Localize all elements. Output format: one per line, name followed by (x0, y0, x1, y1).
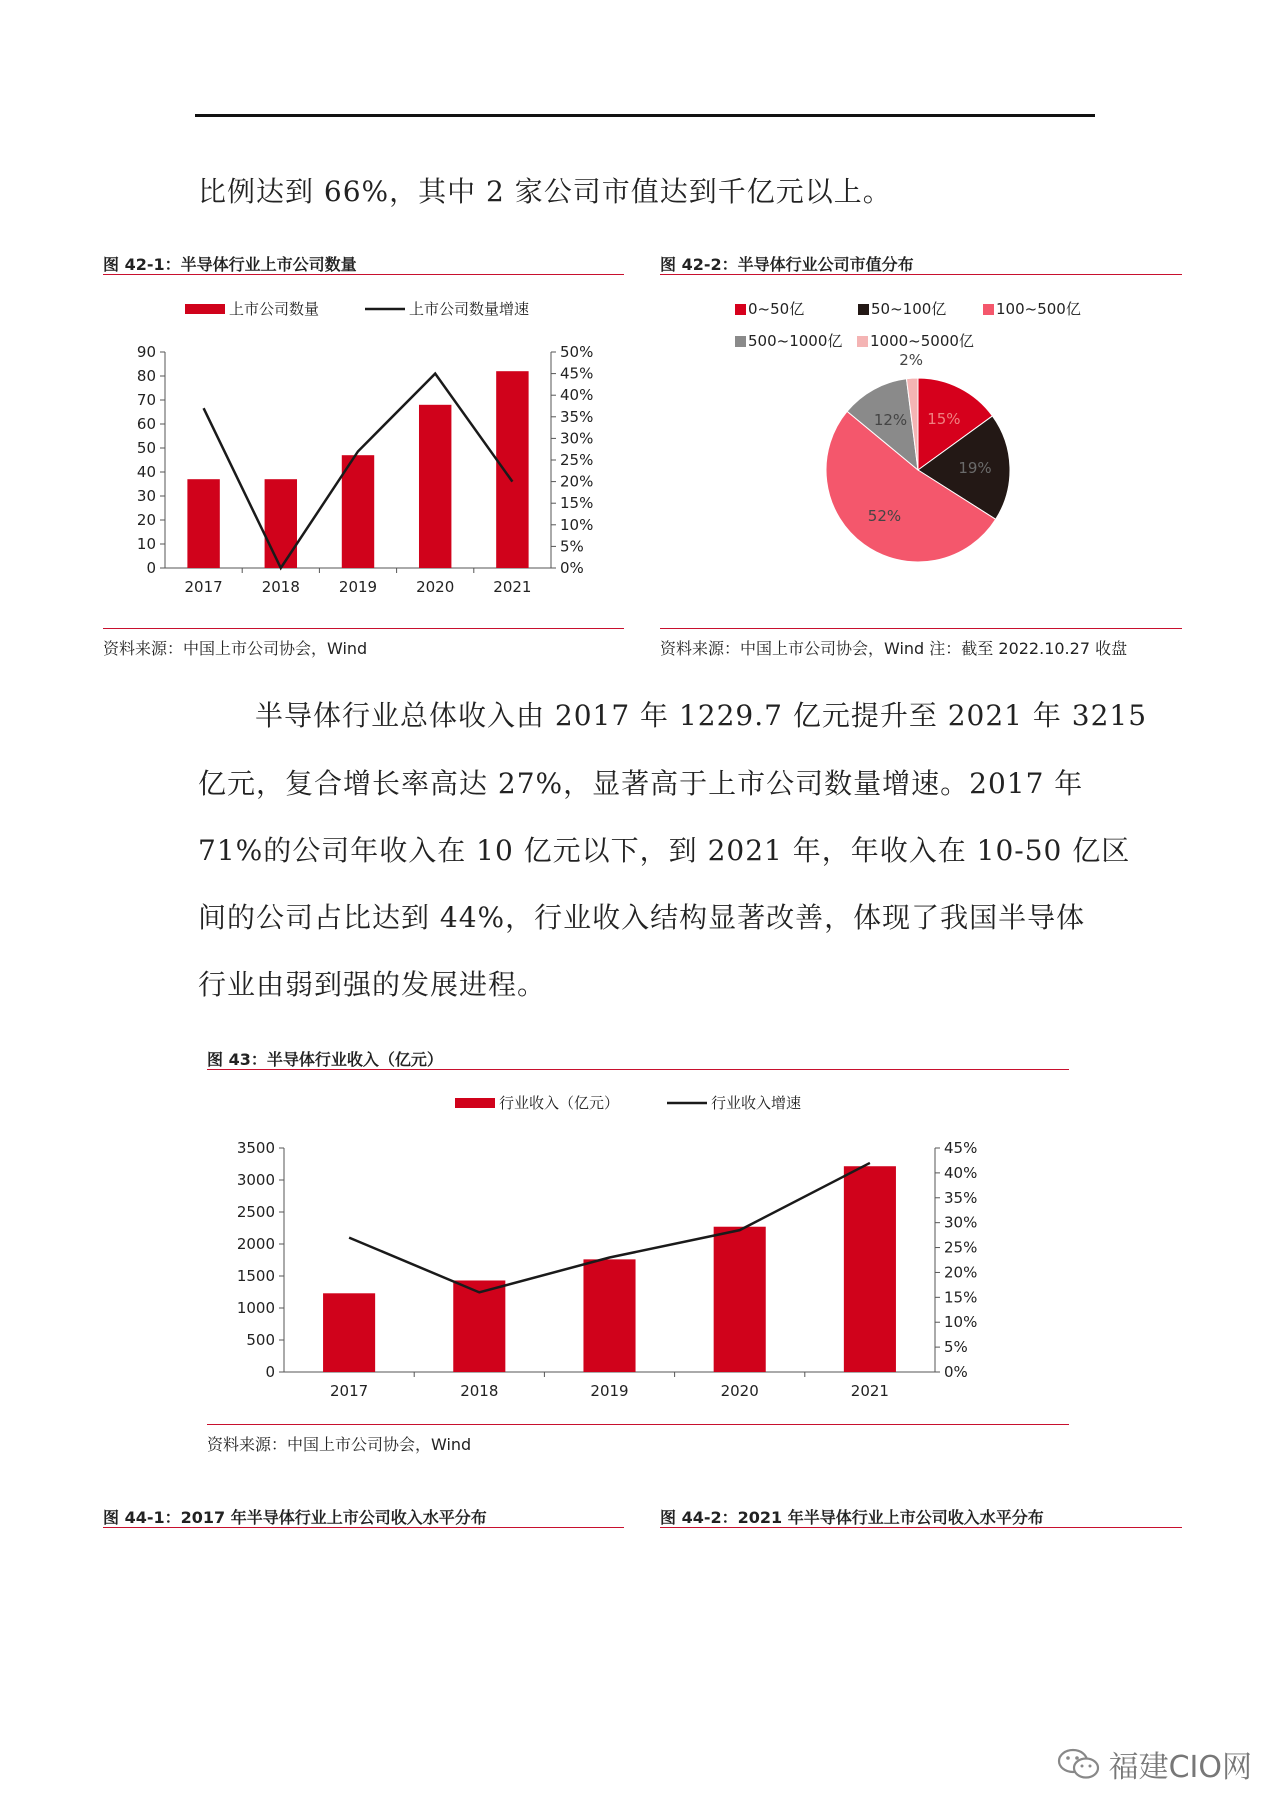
para2-line-3: 71%的公司年收入在 10 亿元以下，到 2021 年，年收入在 10-50 亿区 (198, 834, 1131, 867)
y-right-tick-label: 45% (944, 1139, 978, 1157)
x-tick-label: 2018 (261, 578, 300, 596)
x-tick-label: 2019 (590, 1382, 629, 1400)
para2-line-1: 半导体行业总体收入由 2017 年 1229.7 亿元提升至 2021 年 3215 (255, 699, 1148, 732)
para2-line-2: 亿元，复合增长率高达 27%，显著高于上市公司数量增速。2017 年 (198, 767, 1084, 800)
legend-swatch-3 (735, 336, 746, 347)
legend-label: 1000~5000亿 (870, 332, 974, 350)
bar-2018 (265, 479, 297, 568)
fig42-2-source: 资料来源：中国上市公司协会，Wind 注：截至 2022.10.27 收盘 (660, 639, 1128, 658)
y-left-tick-label: 10 (136, 535, 156, 553)
y-right-tick-label: 25% (560, 451, 594, 469)
fig42-1-title: 图 42-1：半导体行业上市公司数量 (103, 255, 357, 274)
y-right-tick-label: 35% (560, 407, 594, 426)
legend-swatch-0 (735, 304, 746, 315)
y-left-tick-label: 500 (246, 1331, 275, 1349)
y-right-tick-label: 30% (560, 429, 594, 448)
fig43-chart (207, 1082, 1069, 1417)
y-right-tick-label: 25% (944, 1238, 978, 1257)
fig43-title: 图 43：半导体行业收入（亿元） (207, 1050, 443, 1069)
bar-2017 (187, 479, 219, 568)
fig42-2-chart (660, 290, 1182, 620)
y-left-tick-label: 3000 (236, 1171, 275, 1189)
fig44-2-title: 图 44-2：2021 年半导体行业上市公司收入水平分布 (660, 1508, 1044, 1527)
x-tick-label: 2021 (493, 578, 532, 596)
pie-label-2: 52% (867, 507, 902, 526)
pie-label-1: 19% (958, 459, 992, 478)
bar-2020 (714, 1227, 766, 1372)
y-right-tick-label: 5% (560, 537, 584, 556)
y-left-tick-label: 2000 (236, 1235, 275, 1253)
watermark-text: 福建CIO网 (1108, 1750, 1252, 1785)
y-right-tick-label: 40% (944, 1163, 978, 1182)
header-rule (195, 114, 1095, 117)
bar-2018 (453, 1280, 505, 1372)
y-left-tick-label: 20 (136, 511, 156, 529)
y-right-tick-label: 20% (560, 472, 594, 491)
bar-2019 (583, 1259, 635, 1372)
fig42-1-top-rule (103, 274, 624, 275)
y-left-tick-label: 40 (136, 463, 156, 481)
fig43-source: 资料来源：中国上市公司协会，Wind (207, 1435, 472, 1454)
y-right-tick-label: 45% (560, 364, 594, 383)
legend-line-label: 上市公司数量增速 (409, 300, 530, 318)
y-left-tick-label: 80 (136, 367, 156, 385)
y-left-tick-label: 30 (136, 487, 156, 505)
fig43-bottom-rule (207, 1424, 1069, 1425)
x-tick-label: 2017 (330, 1382, 369, 1400)
legend-label: 50~100亿 (871, 300, 947, 318)
x-tick-label: 2020 (416, 578, 455, 596)
y-right-tick-label: 5% (944, 1338, 968, 1357)
legend-swatch-1 (858, 304, 869, 315)
y-left-tick-label: 3500 (236, 1139, 275, 1157)
y-left-tick-label: 1000 (236, 1299, 275, 1317)
legend-bar-swatch (185, 304, 225, 314)
fig44-2-top-rule (660, 1527, 1182, 1528)
y-right-tick-label: 50% (560, 343, 594, 361)
y-right-tick-label: 0% (560, 559, 584, 577)
y-left-tick-label: 60 (136, 415, 156, 433)
y-right-tick-label: 15% (560, 494, 594, 513)
fig42-1-source: 资料来源：中国上市公司协会，Wind (103, 639, 368, 658)
legend-swatch-2 (983, 304, 994, 315)
fig42-2-title: 图 42-2：半导体行业公司市值分布 (660, 255, 914, 274)
y-left-tick-label: 70 (136, 391, 156, 409)
y-left-tick-label: 0 (265, 1363, 275, 1381)
y-left-tick-label: 1500 (236, 1267, 275, 1285)
y-right-tick-label: 30% (944, 1213, 978, 1232)
y-right-tick-label: 10% (560, 515, 594, 534)
y-right-tick-label: 35% (944, 1188, 978, 1207)
fig44-1-top-rule (103, 1527, 624, 1528)
y-right-tick-label: 15% (944, 1288, 978, 1307)
legend-line-label: 行业收入增速 (711, 1094, 802, 1112)
wechat-icon (1057, 1747, 1101, 1781)
x-tick-label: 2018 (460, 1382, 499, 1400)
bar-2017 (323, 1293, 375, 1372)
x-tick-label: 2019 (338, 578, 378, 596)
y-left-tick-label: 90 (136, 343, 156, 361)
x-tick-label: 2020 (720, 1382, 759, 1400)
watermark (1057, 1742, 1252, 1786)
fig42-1-chart (103, 290, 624, 620)
pie-label-4: 2% (899, 351, 923, 370)
y-right-tick-label: 40% (560, 386, 594, 405)
x-tick-label: 2021 (850, 1382, 889, 1400)
fig42-2-bottom-rule (660, 628, 1182, 629)
bar-2021 (844, 1166, 896, 1372)
pie-label-0: 15% (927, 410, 961, 429)
bar-2021 (496, 371, 528, 568)
legend-bar-label: 行业收入（亿元） (499, 1094, 620, 1112)
legend-label: 100~500亿 (996, 300, 1081, 318)
fig42-1-bottom-rule (103, 628, 624, 629)
y-left-tick-label: 2500 (236, 1203, 275, 1221)
fig43-top-rule (207, 1069, 1069, 1070)
para2-line-5: 行业由弱到强的发展进程。 (198, 968, 547, 1001)
legend-bar-swatch (455, 1098, 495, 1108)
y-left-tick-label: 50 (136, 439, 156, 457)
intro-line: 比例达到 66%，其中 2 家公司市值达到千亿元以上。 (198, 175, 892, 208)
fig42-2-top-rule (660, 274, 1182, 275)
legend-bar-label: 上市公司数量 (229, 300, 320, 318)
y-right-tick-label: 20% (944, 1263, 978, 1282)
x-tick-label: 2017 (184, 578, 223, 596)
bar-2019 (342, 455, 374, 568)
legend-swatch-4 (857, 336, 868, 347)
bar-2020 (419, 405, 451, 568)
y-right-tick-label: 10% (944, 1313, 978, 1332)
para2-line-4: 间的公司占比达到 44%，行业收入结构显著改善，体现了我国半导体 (198, 901, 1086, 934)
y-right-tick-label: 0% (944, 1363, 968, 1381)
fig44-1-title: 图 44-1：2017 年半导体行业上市公司收入水平分布 (103, 1508, 487, 1527)
pie-label-3: 12% (873, 411, 908, 430)
legend-label: 0~50亿 (748, 300, 805, 318)
legend-label: 500~1000亿 (748, 332, 843, 350)
y-left-tick-label: 0 (146, 559, 156, 577)
